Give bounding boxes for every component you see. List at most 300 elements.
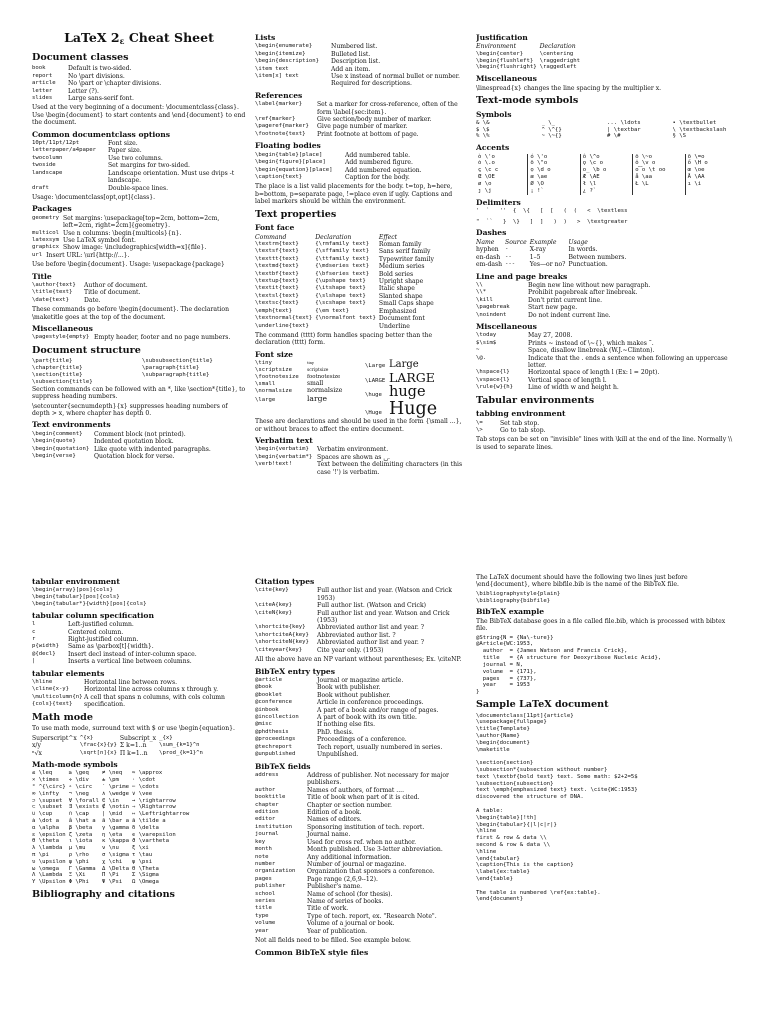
- dashes-rows: [476, 246, 629, 268]
- definition-row: [255, 152, 469, 159]
- structure-grid: [32, 358, 246, 385]
- table-cell: Σ \Sigma: [131, 872, 159, 879]
- definition-row: [255, 73, 469, 88]
- font-face-note: The command (tttt) form handles spacing better than the declaration (tttt) form.: [255, 332, 433, 347]
- table-cell: {\em text}: [315, 307, 349, 314]
- symbol-cell: % \%: [476, 133, 490, 140]
- definition-row: [255, 131, 469, 138]
- table-cell: ∨ \vee: [131, 790, 153, 797]
- definition-text: May 27, 2008.: [528, 332, 573, 340]
- definition-term: \shortciteA{key}: [255, 631, 309, 638]
- table-cell: ϑ \vartheta: [131, 838, 169, 845]
- definition-term: journal: [255, 831, 279, 838]
- section-floating-bodies: Floating bodies: [255, 141, 321, 151]
- definition-term: \hspace{l}: [476, 369, 510, 376]
- definition-row: [255, 123, 469, 130]
- definition-row: [255, 677, 469, 684]
- definition-text: Publisher's name.: [307, 883, 363, 891]
- definition-text: Horizontal space of length l (Ex: l = 20pt).: [528, 369, 660, 377]
- definition-term: \begin{quote}: [32, 438, 76, 445]
- definition-text: Book with publisher.: [317, 684, 381, 692]
- definition-term: @{decl}: [32, 650, 56, 657]
- table-cell: \textbf{text}: [255, 270, 299, 277]
- definition-text: Proceedings of a conference.: [317, 736, 407, 744]
- definition-term: \shortciteN{key}: [255, 639, 309, 646]
- symbol-cell: ł \l: [581, 181, 633, 188]
- col-effect: Effect: [378, 233, 398, 241]
- definition-text: Year of publication.: [307, 927, 368, 935]
- misc-3-list: [476, 332, 738, 391]
- table-cell: Π k=1..n: [119, 749, 148, 757]
- table-cell: τ \tau: [131, 852, 153, 859]
- section-bibtex-fields: BibTeX fields: [255, 761, 311, 771]
- table-cell: Typewriter family: [378, 255, 434, 263]
- definition-row: [255, 824, 469, 831]
- definition-term: |: [32, 658, 36, 665]
- definition-row: [255, 58, 469, 65]
- section-document-structure: Document structure: [32, 344, 141, 356]
- definition-row: [32, 694, 246, 709]
- list-line: \subsubsection{title}: [142, 358, 213, 365]
- table-cell: \textit{text}: [255, 285, 299, 292]
- definition-row: [255, 699, 469, 706]
- font-size-sample: Huge: [389, 398, 438, 419]
- table-cell: ζ \zeta: [68, 831, 93, 838]
- table-cell: ⇔ \Leftrightarrow: [131, 811, 190, 818]
- definition-text: Prohibit pagebreak after linebreak.: [528, 289, 638, 297]
- table-cell: ∩ \cap: [68, 811, 89, 818]
- definition-text: Date.: [84, 296, 101, 304]
- definition-term: institution: [255, 823, 293, 830]
- definition-row: [476, 369, 738, 376]
- symbol-cell: _ \_: [541, 119, 555, 126]
- table-cell: {\rmfamily text}: [315, 240, 370, 247]
- table-cell: \begin{flushleft}: [476, 57, 534, 64]
- math-symbols-table: [32, 770, 192, 886]
- section-bibtex-entry-types: BibTeX entry types: [255, 666, 336, 676]
- definition-text: A cell that spans n columns, with cols column specification.: [84, 693, 225, 709]
- symbol-cell: ò \'o: [476, 154, 528, 161]
- definition-text: Space, disallow linebreak (W.J.~Clinton).: [528, 347, 655, 355]
- bibliography-intro: The LaTeX document should have the following two lines just before \end{document}, where bibfile.bib is the name of the BibTeX file.: [476, 574, 688, 589]
- definition-row: [32, 679, 246, 686]
- font-size-row: [255, 395, 359, 404]
- definition-row: [255, 846, 469, 853]
- definition-term: report: [32, 72, 53, 79]
- symbol-cell: å \aa: [633, 174, 685, 181]
- definition-term: letter: [32, 87, 53, 94]
- font-size-command: \LARGE: [365, 377, 386, 384]
- table-cell: x/y: [32, 742, 41, 750]
- definition-term: @incollection: [255, 714, 299, 721]
- table-cell: en-dash: [476, 253, 501, 261]
- section-packages: Packages: [32, 204, 72, 214]
- font-face-rows: [255, 241, 437, 330]
- definition-term: \item text: [255, 65, 289, 72]
- definition-text: No \part divisions.: [68, 72, 125, 80]
- definition-row: [255, 898, 469, 905]
- table-cell: ---: [505, 261, 516, 268]
- definition-row: [255, 461, 469, 476]
- floats-note: The place is a list valid placements for the body. t=top, h=here, b=bottom, p=separate page, !=place even if ugly. Captions and label markers should be within the environment.: [255, 183, 453, 206]
- definition-term: booktitle: [255, 794, 286, 801]
- definition-text: Description list.: [331, 58, 381, 66]
- definition-text: Set margins: \usepackage[top=2cm, bottom=2cm, left=2cm, right=2cm]{geometry}.: [62, 214, 220, 230]
- definition-term: \multicolumn{n}{cols}{text}: [32, 693, 83, 707]
- symbol-cell: ọ \d o: [528, 167, 580, 174]
- definition-row: [255, 928, 469, 935]
- definition-term: \pagebreak: [476, 304, 510, 311]
- font-size-command: \Large: [365, 363, 386, 370]
- definition-row: [255, 51, 469, 58]
- definition-term: \\: [476, 281, 483, 288]
- definition-row: [255, 707, 469, 714]
- column-2-bottom: [255, 574, 469, 1024]
- section-misc-3: Miscellaneous: [476, 321, 537, 331]
- definition-row: [255, 729, 469, 736]
- definition-row: [32, 658, 246, 665]
- table-cell: ° ^{\circ}: [32, 783, 66, 790]
- definition-text: Numbered list.: [331, 43, 378, 51]
- definition-term: draft: [32, 184, 49, 191]
- symbol-cell: ô \^o: [581, 154, 633, 161]
- dashes-table: [476, 239, 629, 269]
- table-cell: φ \phi: [68, 858, 89, 865]
- section-misc-2: Miscellaneous: [476, 74, 537, 84]
- table-cell: ′ \prime: [102, 783, 129, 790]
- table-cell: Ξ \Xi: [68, 872, 86, 879]
- definition-text: Article in conference proceedings.: [317, 699, 424, 707]
- section-dashes: Dashes: [476, 228, 507, 238]
- definition-term: r: [32, 635, 36, 642]
- definition-term: latexsym: [32, 237, 59, 243]
- definition-term: \citeN{key}: [255, 609, 293, 616]
- definition-text: Page range (2,6,9--12).: [307, 875, 378, 883]
- definition-term: \citeyear{key}: [255, 646, 303, 653]
- references-list: [255, 101, 469, 138]
- table-row: [255, 323, 437, 330]
- table-cell: ⁿ√x: [32, 749, 42, 757]
- table-row: [32, 879, 192, 886]
- table-cell: Italic shape: [378, 285, 415, 293]
- symbol-cell: ő \H o: [687, 160, 708, 167]
- table-cell: ι \iota: [68, 838, 93, 845]
- definition-term: \rule{w}{h}: [476, 384, 514, 391]
- table-row: [32, 872, 192, 879]
- table-row: [476, 51, 583, 58]
- definition-row: [255, 802, 469, 809]
- definition-term: \begin{quotation}: [32, 445, 90, 452]
- entry-types-list: [255, 677, 469, 759]
- definition-text: Centered column.: [68, 628, 124, 636]
- col-usage: Usage: [568, 238, 588, 246]
- definition-row: [255, 736, 469, 743]
- font-size-command: \Huge: [365, 409, 382, 416]
- symbol-cell: Ø \O: [528, 181, 580, 188]
- definition-row: [32, 289, 246, 296]
- section-title: Title: [32, 271, 52, 281]
- table-cell: X-ray: [529, 246, 546, 254]
- definition-row: [255, 854, 469, 861]
- symbol-cell: [633, 188, 685, 195]
- table-row: [476, 246, 629, 253]
- definition-term: 10pt/11pt/12pt: [32, 140, 80, 147]
- table-row: [255, 293, 437, 300]
- definition-term: @booklet: [255, 691, 282, 698]
- definition-term: article: [32, 80, 56, 87]
- definition-row: [32, 244, 246, 251]
- table-cell: {\scshape text}: [315, 300, 366, 307]
- linespread-note: \linespread{x} changes the line spacing by the multiplier x.: [476, 84, 662, 92]
- table-row: [32, 852, 192, 859]
- table-cell: Ω \Omega: [131, 879, 159, 886]
- font-size-note: These are declarations and should be used in the form {\small ...}, or without braces to affect the entire document.: [255, 418, 462, 433]
- definition-row: [32, 453, 246, 460]
- table-cell: → \rightarrow: [131, 797, 176, 804]
- list-line: \chapter{title}: [32, 365, 83, 372]
- delimiters-line-2: " `` } \} ] ] ) ) > \textgreater: [476, 218, 628, 225]
- table-cell: Ψ \Psi: [102, 879, 123, 886]
- table-row: [255, 263, 437, 270]
- table-cell: Yes—or no?: [529, 261, 566, 269]
- definition-text: Add an item.: [331, 65, 371, 73]
- definition-text: Cite year only. (1953): [317, 646, 384, 654]
- table-cell: {\slshape text}: [315, 292, 366, 299]
- definition-term: \begin{verse}: [32, 453, 76, 459]
- table-cell: Υ \Upsilon: [32, 879, 66, 886]
- sheet-title: LaTeX 2ε Cheat Sheet: [64, 30, 214, 46]
- definition-row: [255, 794, 469, 801]
- symbol-cell: o̲ \b o: [581, 167, 633, 174]
- symbol-cell: õ \~o: [633, 154, 685, 161]
- table-cell: \textmd{text}: [255, 263, 299, 270]
- table-row: [476, 261, 629, 268]
- definition-text: Full author list and year. Watson and Crick (1953): [317, 609, 450, 625]
- definition-term: \vspace{l}: [476, 376, 510, 383]
- definition-row: [476, 355, 738, 370]
- definition-term: \cline{x-y}: [32, 686, 70, 693]
- definition-row: [32, 230, 246, 237]
- definition-text: Any additional information.: [307, 853, 392, 861]
- definition-text: Name of school (for thesis).: [307, 890, 393, 898]
- font-size-command: \footnotesize: [255, 373, 299, 380]
- definition-text: Abbreviated author list and year. ?: [317, 624, 424, 632]
- section-bibliography: Bibliography and citations: [32, 889, 175, 901]
- table-cell: \textsl{text}: [255, 292, 299, 299]
- table-cell: ÷ \div: [68, 777, 89, 784]
- table-cell: \raggedright: [539, 57, 581, 64]
- sample-document-code: \documentclass[11pt]{article} \usepackage{fullpage} \title{Template} \author{Name} \begin{document} \maketitle \section{section} \subsection*{subsection without number} text \textbf{bold text} text. Some math: $2+2=5$ \subsection{subsection} text \emph{emphasized text} text. \cite{WC:1953} discovered the structure of DNA. A table: \begin{table}[!th] \begin{tabular}{|l|c|r|} \hline first & row & data \\ second & row & data \\ \hline \end{tabular} \caption{This is the caption} \label{ex:table} \end{table} The table is numbered \ref{ex:table}. \end{document}: [476, 712, 638, 903]
- definition-row: [476, 332, 738, 339]
- structure-note-1: Section commands can be followed with an *, like \section*{title}, to suppress heading numbers.: [32, 385, 246, 401]
- definition-term: $\sim$: [476, 339, 497, 346]
- bibtex-fields-note: Not all fields need to be filled. See example below.: [255, 937, 411, 945]
- table-row: [255, 241, 437, 248]
- definition-row: [255, 454, 469, 461]
- symbol-cell: ı \i: [687, 180, 702, 187]
- section-breaks: Line and page breaks: [476, 271, 568, 281]
- definition-term: \noindent: [476, 311, 507, 318]
- table-cell: Subscript_x: [119, 734, 157, 742]
- definition-term: slides: [32, 94, 53, 101]
- citation-types-list: [255, 587, 469, 654]
- math-mode-rows: [32, 735, 206, 757]
- table-cell: 1–5: [529, 253, 541, 261]
- definition-text: A part of a book and/or range of pages.: [317, 706, 439, 714]
- doc-classes-note: Used at the very beginning of a document: \documentclass{class}. Use \begin{document} to start contents and \end{document} to end the document.: [32, 104, 246, 127]
- symbol-cell: Œ \OE: [476, 174, 528, 181]
- list-line: \begin{tabular}[pos]{cols}: [32, 594, 120, 601]
- definition-row: [32, 215, 246, 230]
- table-cell: Sans serif family: [378, 248, 431, 256]
- definition-text: Horizontal line between rows.: [84, 679, 178, 686]
- table-cell: \emph{text}: [255, 307, 293, 314]
- table-cell: Φ \Phi: [68, 879, 89, 886]
- definition-row: [32, 651, 246, 658]
- col-environment: Environment: [476, 43, 517, 51]
- definition-row: [255, 639, 469, 646]
- symbol-cell: ¡ !`: [528, 188, 580, 195]
- definition-row: [255, 43, 469, 50]
- font-size-sample: huge: [389, 383, 426, 400]
- tabular-env-list: [32, 587, 246, 607]
- definition-term: author: [255, 786, 276, 793]
- symbol-cell: ó \'o: [528, 154, 580, 161]
- table-cell: {\bfseries text}: [315, 270, 370, 277]
- definition-text: Journal name.: [307, 831, 351, 839]
- table-row: [32, 838, 192, 845]
- symbol-cell: [686, 188, 738, 195]
- structure-note-2: \setcounter{secnumdepth}{x} suppresses heading numbers of depth > x, where chapter has depth 0.: [32, 402, 228, 417]
- table-row: [32, 784, 192, 791]
- definition-term: @conference: [255, 699, 293, 706]
- symbol-cell: ç \c c: [476, 167, 528, 174]
- section-symbols: Symbols: [476, 109, 512, 119]
- definition-term: @unpublished: [255, 751, 296, 758]
- definition-row: [476, 289, 738, 296]
- definition-text: Like quote with indented paragraphs.: [94, 445, 211, 453]
- title-note: These commands go before \begin{document}. The declaration \maketitle goes at the top of the document.: [32, 306, 230, 321]
- definition-text: Large sans-serif font.: [68, 94, 134, 102]
- table-row: [255, 256, 437, 263]
- definition-row: [255, 632, 469, 639]
- table-cell: --: [505, 253, 512, 260]
- definition-term: \pageref{marker}: [255, 123, 309, 130]
- definition-term: month: [255, 846, 272, 853]
- symbol-cell: $ \$: [476, 126, 490, 133]
- definition-text: Title of work.: [307, 905, 349, 913]
- definition-term: organization: [255, 868, 296, 875]
- definition-term: letterpaper/a4paper: [32, 147, 96, 154]
- definition-term: note: [255, 853, 269, 860]
- definition-term: chapter: [255, 801, 279, 808]
- table-row: [32, 845, 192, 852]
- definition-row: [255, 831, 469, 838]
- definition-term: \=: [476, 419, 483, 426]
- text-env-list: [32, 431, 246, 461]
- section-bibtex-styles: Common BibTeX style files: [255, 947, 369, 957]
- definition-text: Indented quotation block.: [94, 438, 174, 446]
- math-mode-table: [32, 735, 206, 757]
- definition-text: Add numbered equation.: [345, 166, 422, 174]
- definition-row: [32, 65, 246, 72]
- definition-text: Unpublished.: [317, 751, 359, 759]
- font-size-command: \tiny: [255, 360, 272, 367]
- table-cell: ∀ \forall: [68, 797, 99, 804]
- definition-text: Spaces are shown as ␣.: [317, 453, 390, 461]
- definition-row: [255, 684, 469, 691]
- definition-row: [32, 80, 246, 87]
- definition-row: [32, 438, 246, 445]
- definition-text: Names of editors.: [307, 816, 362, 824]
- section-tabular-envs: Tabular environments: [476, 394, 595, 406]
- definition-term: @proceedings: [255, 736, 296, 743]
- definition-row: [255, 647, 469, 654]
- list-line: \subsection{title}: [32, 378, 93, 385]
- definition-term: \begin{itemize}: [255, 50, 306, 57]
- table-cell: {\ttfamily text}: [315, 255, 370, 262]
- definition-term: title: [255, 905, 272, 912]
- table-cell: Λ \Lambda: [32, 872, 63, 879]
- section-text-properties: Text properties: [255, 208, 337, 220]
- table-cell: {\normalfont text}: [315, 315, 376, 322]
- symbol-cell: ¿ ?`: [581, 188, 633, 195]
- definition-row: [255, 905, 469, 912]
- table-row: [255, 278, 437, 285]
- definition-row: [255, 744, 469, 751]
- definition-text: Vertical space of length l.: [528, 376, 607, 384]
- tabular-elements-list: [32, 679, 246, 709]
- bibtex-fields-list: [255, 772, 469, 935]
- definition-row: [255, 587, 469, 602]
- definition-text: Set margins for two-sided.: [108, 162, 190, 170]
- table-row: [32, 750, 206, 757]
- table-cell: ≥ \geq: [68, 770, 89, 777]
- table-cell: -: [505, 246, 509, 253]
- definition-text: Print footnote at bottom of page.: [317, 130, 419, 138]
- definition-row: [255, 721, 469, 728]
- definition-row: [476, 312, 738, 319]
- lists-list: [255, 43, 469, 88]
- table-cell: α \alpha: [32, 824, 59, 831]
- definition-text: Names of authors, of format ....: [307, 786, 405, 794]
- symbol-cell: ... \ldots: [607, 119, 641, 126]
- symbol-cell: ö \"o: [528, 160, 580, 167]
- symbol-cell: æ \ae: [528, 174, 580, 181]
- table-row: [476, 254, 629, 261]
- definition-row: [255, 883, 469, 890]
- table-cell: \frac{x}{y}: [79, 742, 117, 749]
- definition-text: Font size.: [108, 140, 138, 148]
- table-cell: ∈ \in: [102, 797, 119, 804]
- definition-term: \ref{marker}: [255, 116, 296, 123]
- definition-text: Number of journal or magazine.: [307, 860, 407, 868]
- misc-1-list: [32, 334, 246, 341]
- definition-term: \begin{equation}[place]: [255, 166, 333, 173]
- definition-row: [255, 816, 469, 823]
- definition-text: Tech report, usually numbered in series.: [317, 743, 443, 751]
- accents-grid: [476, 154, 738, 195]
- definition-row: [476, 420, 738, 427]
- definition-term: school: [255, 890, 276, 897]
- table-cell: μ \mu: [68, 845, 86, 852]
- symbol-cell: Ł \L: [633, 181, 685, 188]
- definition-term: url: [32, 251, 43, 258]
- table-row: [32, 818, 192, 825]
- definition-row: [32, 686, 246, 693]
- table-cell: _{x}: [159, 734, 173, 741]
- definition-term: \today: [476, 332, 497, 339]
